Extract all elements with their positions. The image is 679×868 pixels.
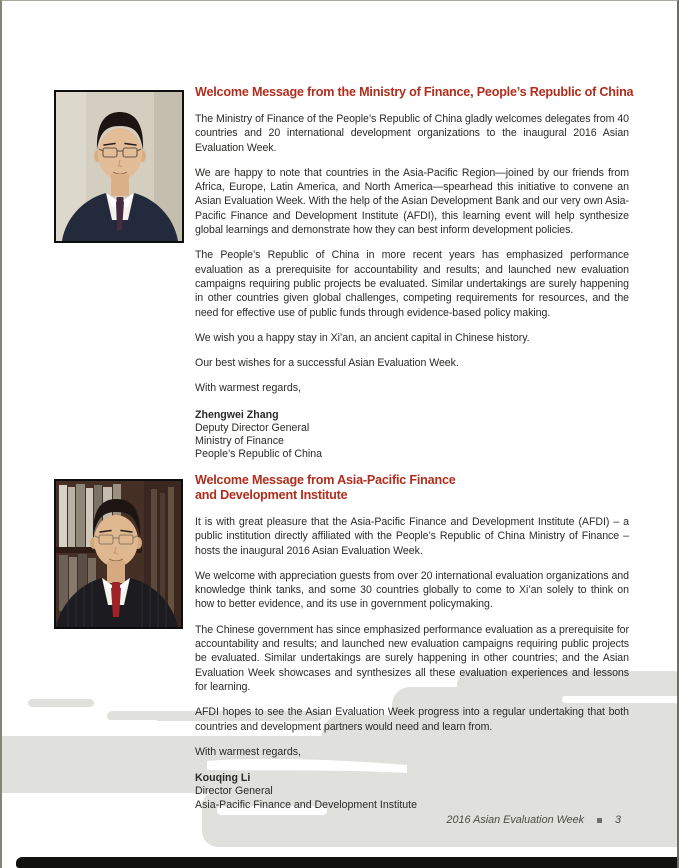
signatory-name: Zhengwei Zhang [195,408,279,421]
signatory-title: Director General [195,785,273,798]
section-heading [195,473,629,503]
footer-page-number: 3 [614,814,621,826]
paragraph: The People’s Republic of China in more recent years has emphasized performance evaluation as a prerequisite for accountability and results; and launched new evaluation campaigns requiring public projects be evaluated. Similar undertakings are surely happening in other countries given global challenges, competing requirements for resources, and the need for effective use of public funds through evidence-based policy making. [195,249,629,319]
signatory-name: Kouqing Li [195,772,251,785]
paragraph: We welcome with appreciation guests from over 20 international evaluation organizations and knowledge think tanks, and some 30 countries globally to come to Xi’an solely to think on how to better evidence, and its use in government policymaking. [195,569,629,611]
page-bottom-edge [16,857,677,868]
closing-line: With warmest regards, [195,382,301,395]
section-afdi [195,473,629,812]
square-bullet-icon [597,818,602,823]
paragraph: It is with great pleasure that the Asia-Pacific Finance and Development Institute (AFDI) – a public institution directly affiliated with the People’s Republic of China Ministry of Finance – hosts the inaugural 2016 Asian Evaluation Week. [195,516,629,557]
portrait-zhengwei-zhang-illustration [56,92,182,241]
page-footer [447,814,621,826]
signatory-organization: Ministry of Finance [195,435,284,448]
paragraph: We are happy to note that countries in the Asia-Pacific Region—joined by our friends from Africa, Europe, Latin America, and North America—spearhead this initiative to convene an Asian Evaluation Week. With the help of the Asian Development Bank and our very own Asia-Pacific Finance and Development Institute (AFDI), this learning event will help synthesize global learnings and demonstrate how they can best inform development policies. [195,166,629,237]
section-ministry-of-finance [195,85,634,462]
section-heading [195,85,634,100]
paragraph: The Ministry of Finance of the People’s Republic of China gladly welcomes delegates from 40 countries and 20 international development organizations to the inaugural 2016 Asian Evaluation Week. [195,113,629,154]
signatory-title: Deputy Director General [195,421,310,434]
portrait-photo-zhengwei-zhang [54,90,184,243]
paragraph: AFDI hopes to see the Asian Evaluation Week progress into a regular undertaking that both countries and development partners would need and learn from. [195,706,629,733]
signatory-country: People’s Republic of China [195,448,323,461]
paragraph: Our best wishes for a successful Asian Evaluation Week. [195,357,459,370]
paragraph: The Chinese government has since emphasized performance evaluation as a prerequisite for accountability and results; and launched new evaluation campaigns requiring public projects be evaluated. Similar undertakings are surely happening in other countries; and the Asian Evaluation Week showcases and synthesizes all these evaluation experiences and lessons for learning. [195,623,629,693]
portrait-photo-kouqing-li [54,479,183,629]
heading-line: Welcome Message from Asia-Pacific Finance [195,473,456,487]
signatory-organization: Asia-Pacific Finance and Development Institute [195,798,417,811]
closing-line: With warmest regards, [195,745,301,758]
signature-block [195,772,629,812]
signature-block [195,409,629,462]
heading-line: Welcome Message from the Ministry of Finance, People’s Republic of China [195,85,634,99]
footer-title: 2016 Asian Evaluation Week [446,814,584,826]
paragraph: We wish you a happy stay in Xi’an, an ancient capital in Chinese history. [195,331,530,344]
portrait-kouqing-li-illustration [56,481,181,627]
heading-line: and Development Institute [195,488,348,502]
